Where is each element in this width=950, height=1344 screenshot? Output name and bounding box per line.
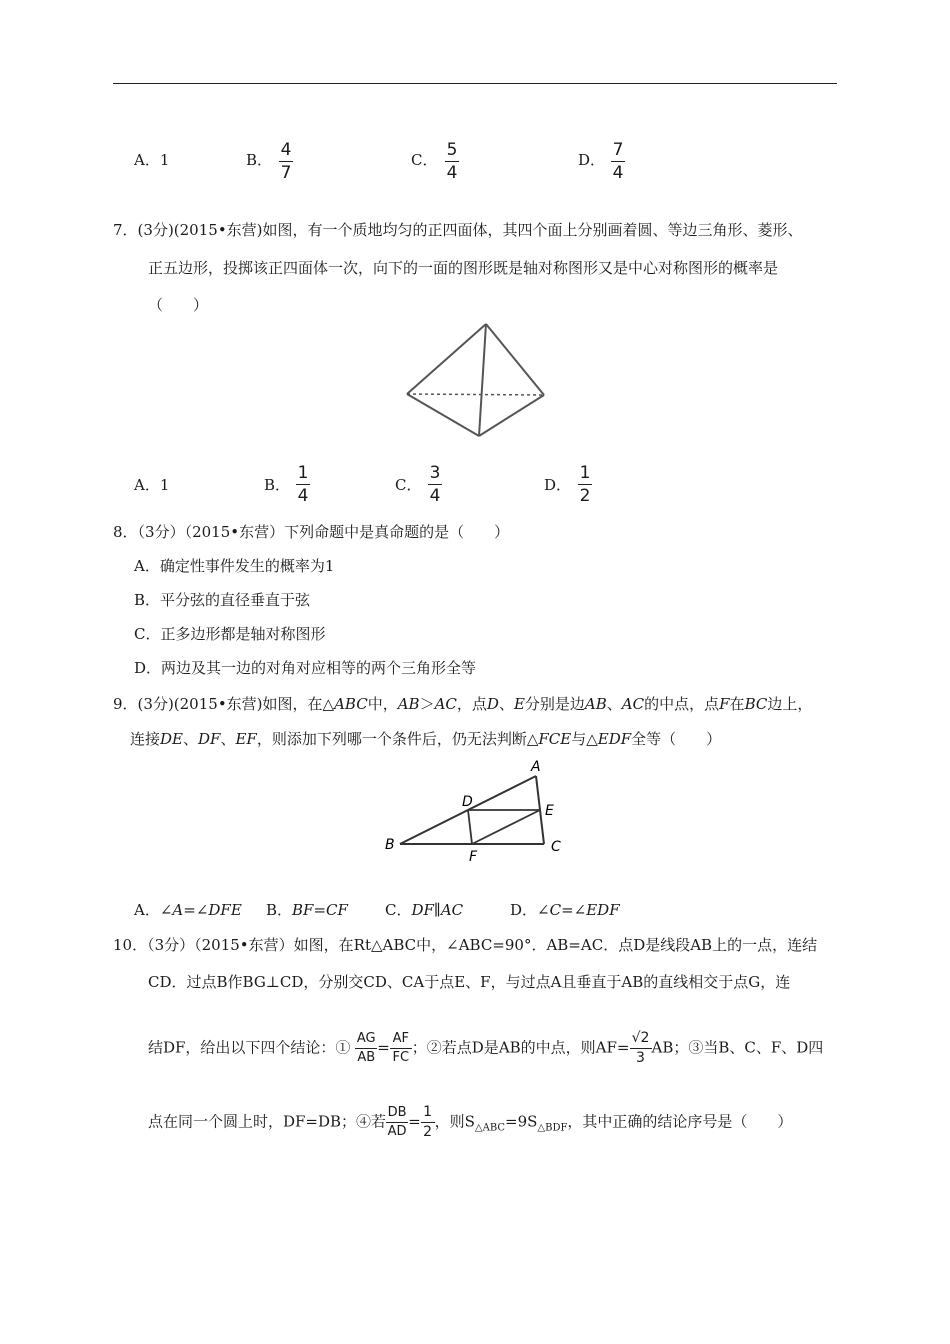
q10-stem-line2: CD．过点B作BG⊥CD，分别交CD、CA于点E、F，与过点A且垂直于AB的直线相交于点G，连 (148, 973, 791, 991)
fraction-sqrt2-3: $\frac{√2}{3}$ (630, 1031, 652, 1066)
q7-stem-line2: 正五边形，投掷该正四面体一次，向下的一面的图形既是轴对称图形又是中心对称图形的概率是 (148, 259, 779, 277)
q8-option-d: D．两边及其一边的对角对应相等的两个三角形全等 (134, 659, 477, 677)
q7-stem-line3: （ ） (148, 296, 209, 314)
q6-option-b-label: B． (246, 151, 273, 169)
label-f: F (469, 849, 478, 865)
q7-option-d-label: D． (544, 476, 572, 494)
q8-option-a: A．确定性事件发生的概率为1 (134, 557, 335, 575)
q10-stem-line1: 10．（3分）（2015•东营）如图，在Rt△ABC中，∠ABC=90°．AB=AC．点D是线段AB上的一点，连结 (113, 936, 818, 954)
tetrahedron-figure (400, 318, 550, 440)
q8-option-c: C．正多边形都是轴对称图形 (134, 625, 326, 643)
q6-option-d-label: D． (578, 151, 606, 169)
q7-option-d-fraction: 1 2 (579, 463, 591, 506)
fraction-af-fc: $\frac{AF}{FC}$ (390, 1032, 412, 1065)
fraction-ag-ab: $\frac{AG}{AB}$ (356, 1031, 376, 1065)
q9-stem-line1: 9．(3分)(2015•东营)如图，在△ABC中，AB＞AC，点D、E分别是边AB、AC的中点，点F在BC边上， (113, 695, 813, 713)
q9-stem-line2: 连接DE、DF、EF，则添加下列哪一个条件后，仍无法判断△FCE与△EDF全等（ ） (130, 730, 722, 748)
q6-option-a: A．1 (134, 151, 170, 169)
label-e: E (545, 803, 554, 819)
q10-stem-line3: 结DF，给出以下四个结论：① $\frac{AG}{AB}$ = $\frac{AF}{FC}$ ；②若点D是AB的中点，则AF= $\frac{√2}{3}$ AB；③当B、C、F、D四 (148, 1030, 824, 1066)
q6-option-c-fraction: 5 4 (446, 140, 458, 183)
triangle-figure (380, 755, 580, 870)
q6-option-b-fraction: 4 7 (280, 140, 292, 183)
label-c: C (551, 839, 561, 855)
fraction-db-ad: $\frac{DB}{AD}$ (387, 1105, 407, 1139)
label-b: B (385, 837, 395, 853)
q9-option-b: B．BF=CF (266, 901, 348, 919)
header-rule (113, 83, 837, 84)
label-a: A (531, 759, 541, 775)
q9-option-a: A．∠A=∠DFE (134, 901, 242, 919)
label-d: D (462, 794, 473, 810)
q6-option-d-fraction: 7 4 (612, 140, 624, 183)
q9-option-d: D．∠C=∠EDF (510, 901, 620, 919)
q8-option-b: B．平分弦的直径垂直于弦 (134, 591, 311, 609)
q7-stem-line1: 7．(3分)(2015•东营)如图，有一个质地均匀的正四面体，其四个面上分别画着圆、等边三角形、菱形、 (113, 221, 803, 239)
q9-option-c: C．DF∥AC (385, 901, 464, 919)
q7-option-a: A．1 (134, 476, 170, 494)
q8-stem: 8．（3分）（2015•东营）下列命题中是真命题的是（ ） (113, 523, 510, 541)
q7-option-c-label: C． (395, 476, 422, 494)
q10-stem-line4: 点在同一个圆上时，DF=DB；④若 $\frac{DB}{AD}$ = $\frac{1}{2}$ ，则$S_{\triangle ABC}=9S_{\triangle BDF}$，其中正确的结论序号是（ ） (148, 1104, 793, 1140)
q7-option-c-fraction: 3 4 (429, 463, 441, 506)
q7-option-b-label: B． (264, 476, 291, 494)
q6-option-c-label: C． (411, 151, 438, 169)
q7-option-b-fraction: 1 4 (297, 463, 309, 506)
fraction-1-2: $\frac{1}{2}$ (421, 1105, 435, 1140)
